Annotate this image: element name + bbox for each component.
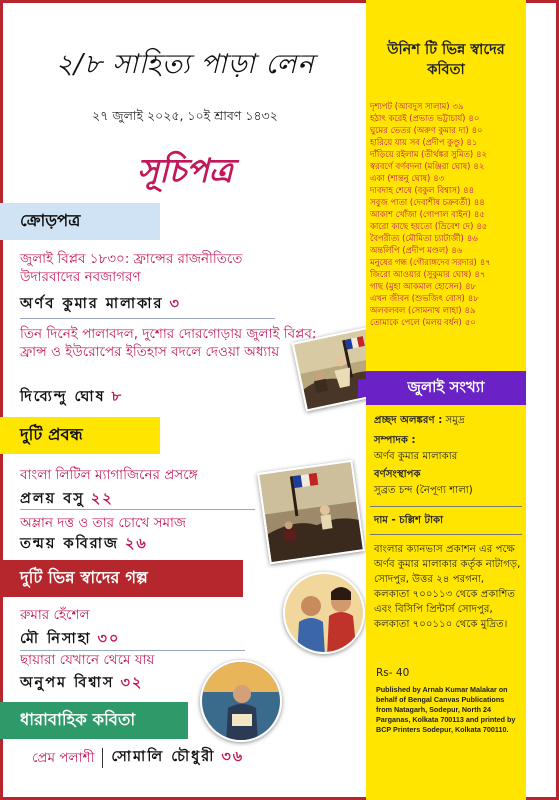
poems-heading: উনিশ টি ভিন্ন স্বাদের কবিতা: [387, 42, 505, 78]
price-text: দাম - চল্লিশ টাকা: [374, 515, 444, 526]
banner-tab: [358, 379, 366, 397]
issue-date: ২৭ জুলাই ২০২৫, ১০ই শ্রাবণ ১৪৩২: [92, 108, 278, 123]
poem-list-item[interactable]: বৈপরীত্য (মৌমিতা চ্যাটার্জী) ৪৬: [370, 233, 478, 243]
poem-list-item[interactable]: একা (শান্তনু ঘোষ) ৪৩: [370, 173, 445, 183]
divider: [20, 318, 275, 319]
poem-list-item[interactable]: স্বরবর্ণে বর্ণবদনা (মঞ্জিরা ঘোষ) ৪২: [370, 161, 485, 171]
section-kobita-heading: ধারাবাহিক কবিতা: [0, 702, 188, 739]
poem-list-item[interactable]: মনুষের গন্ধ (গৌরাঙ্গদেব সরদার) ৪৭: [370, 257, 491, 267]
cover-credit: প্রচ্ছদ অলঙ্করণ : সমুদ্র: [374, 415, 465, 426]
poem-list-item[interactable]: হঠাৎ করেই (প্রভাত ভট্টাচার্য) ৪০: [370, 113, 480, 123]
reader-illustration-image: [200, 660, 282, 742]
poem-list-item[interactable]: অন্তর্লিপি (প্রদীপ মণ্ডল) ৪৬: [370, 245, 463, 255]
couple-illustration-image: [283, 572, 365, 654]
page-number: ২৬: [124, 536, 148, 552]
poem-list-item[interactable]: আকাশ খোঁজা (গোপাল বাইন) ৪৫: [370, 209, 485, 219]
serial-poem-title[interactable]: প্রেম পলাশী: [32, 749, 95, 766]
editor-label: সম্পাদক :: [374, 435, 416, 446]
story-title[interactable]: ছায়ারা যেখানে থেমে যায়: [20, 652, 155, 668]
poem-list-item[interactable]: দাঁড়িয়ে রইলাম (তীর্থঙ্কর সুমিত) ৪২: [370, 149, 488, 159]
imprint-en: Published by Arnab Kumar Malakar on behalf of Bengal Canvas Publications from Natagarh, Sodepur, North 24 Parganas, Kolkata 700113 and printed by BCP Printers Sodepur, Kolkata 700110.: [376, 685, 516, 734]
issue-banner: [366, 371, 526, 405]
price-rs: Rs- 40: [376, 667, 410, 679]
article-author: দিব্যেন্দু ঘোষ ৮: [20, 389, 124, 405]
publisher-note-bn: বাংলার ক্যানভাস প্রকাশন এর পক্ষে অর্ণব কুমার মালাকার কর্তৃক নাটাগড়, সোদপুর, উত্তর ২৪ পরগনা, কলকাতা ৭০০১১৩ থেকে প্রকাশিত এবং বিসিপি প্রিন্টার্স সোদপুর, কলকাতা ৭০০১১০ থেকে মুদ্রিত।: [374, 544, 521, 630]
divider: [370, 506, 522, 507]
poem-list-item[interactable]: তোমাকে পেলে (মলয় বর্ধন) ৫০: [370, 317, 476, 327]
poem-list-item[interactable]: দাবদাহ শেষে (বকুল বিশ্বাস) ৪৪: [370, 185, 475, 195]
poem-list-item[interactable]: হারিয়ে যায় সব (প্রদীপ কুণ্ডু) ৪১: [370, 137, 478, 147]
magazine-title: ২/৮ সাহিত্য পাড়া লেন: [55, 49, 315, 80]
poem-list-item[interactable]: এখন জীবন (শুভজিৎ বোস) ৪৮: [370, 293, 479, 303]
article-title[interactable]: অম্লান দত্ত ও তার চোখে সমাজ: [20, 515, 186, 531]
article-title[interactable]: বাংলা লিটিল ম্যাগাজিনের প্রসঙ্গে: [20, 467, 198, 483]
poem-list-item[interactable]: কারো কাছে হয়তো (ভ্রিবেশ দে) ৪৫: [370, 221, 488, 231]
poem-list-item[interactable]: দৃশ্যপট (আবদুস সালাম) ৩৯: [370, 101, 464, 111]
poem-list: [370, 100, 526, 328]
poem-list-item[interactable]: ঘুমের ভেতর (অরুণ কুমার দা) ৪০: [370, 125, 483, 135]
poem-list-item[interactable]: জিরো আওয়ার (সুকুমার ঘোষ) ৪৭: [370, 269, 486, 279]
article-title[interactable]: তিন দিনেই পালাবদল, দুশোর দোরগোড়ায় জুলাই বিপ্লব; ফ্রান্স ও ইউরোপের ইতিহাস বদলে দেওয়া অধ্যায়: [20, 326, 317, 360]
poem-list-item[interactable]: অলবলবল (সোমনাথ লাহা) ৪৯: [370, 305, 476, 315]
toc-title: সূচিপত্র: [137, 151, 233, 190]
issue-label: জুলাই সংখ্যা: [407, 377, 485, 396]
poem-list-item[interactable]: গাছ (মুহা আকমাল হোসেন) ৪৮: [370, 281, 476, 291]
story-title[interactable]: রুমার হেঁশেল: [20, 607, 90, 623]
page-number: ৩: [169, 296, 181, 312]
typesetter-label: বর্ণসংস্থাপক: [374, 469, 421, 480]
article-author: প্রলয় বসু ২২: [20, 491, 114, 507]
divider: [20, 509, 255, 510]
barricade-painting-image: [257, 460, 365, 564]
section-probondho-heading: দুটি প্রবন্ধ: [0, 417, 160, 454]
page-number: ২২: [90, 491, 114, 507]
serial-poem-row: [32, 746, 244, 770]
editor-name: অর্ণব কুমার মালাকার: [374, 451, 458, 462]
divider: [102, 748, 103, 768]
page-number: ৩০: [97, 631, 121, 647]
story-author: অনুপম বিশ্বাস ৩২: [20, 675, 144, 691]
article-author: অর্ণব কুমার মালাকার ৩: [20, 296, 181, 312]
poem-list-item[interactable]: সবুজ পাতা (দেবাশীষ চক্রবর্তী) ৪৪: [370, 197, 485, 207]
serial-poem-author: সোমালি চৌধুরী ৩৬: [111, 749, 245, 765]
page-number: ৩৬: [221, 749, 245, 765]
article-author: তন্ময় কবিরাজ ২৬: [20, 536, 148, 552]
section-krorpatra-heading: ক্রোড়পত্র: [0, 203, 160, 240]
article-title[interactable]: জুলাই বিপ্লব ১৮৩০: ফ্রান্সের রাজনীতিতে উদারবাদের নবজাগরণ: [20, 251, 243, 285]
section-golpo-heading: দুটি ভিন্ন স্বাদের গল্প: [0, 560, 243, 597]
divider: [370, 534, 522, 535]
typesetter-name: সুব্রত চন্দ (নৈপূণ্য শালা): [374, 485, 473, 496]
page-number: ৩২: [120, 675, 144, 691]
page-number: ৮: [111, 389, 124, 405]
story-author: মৌ নিসাহা ৩০: [20, 631, 121, 647]
